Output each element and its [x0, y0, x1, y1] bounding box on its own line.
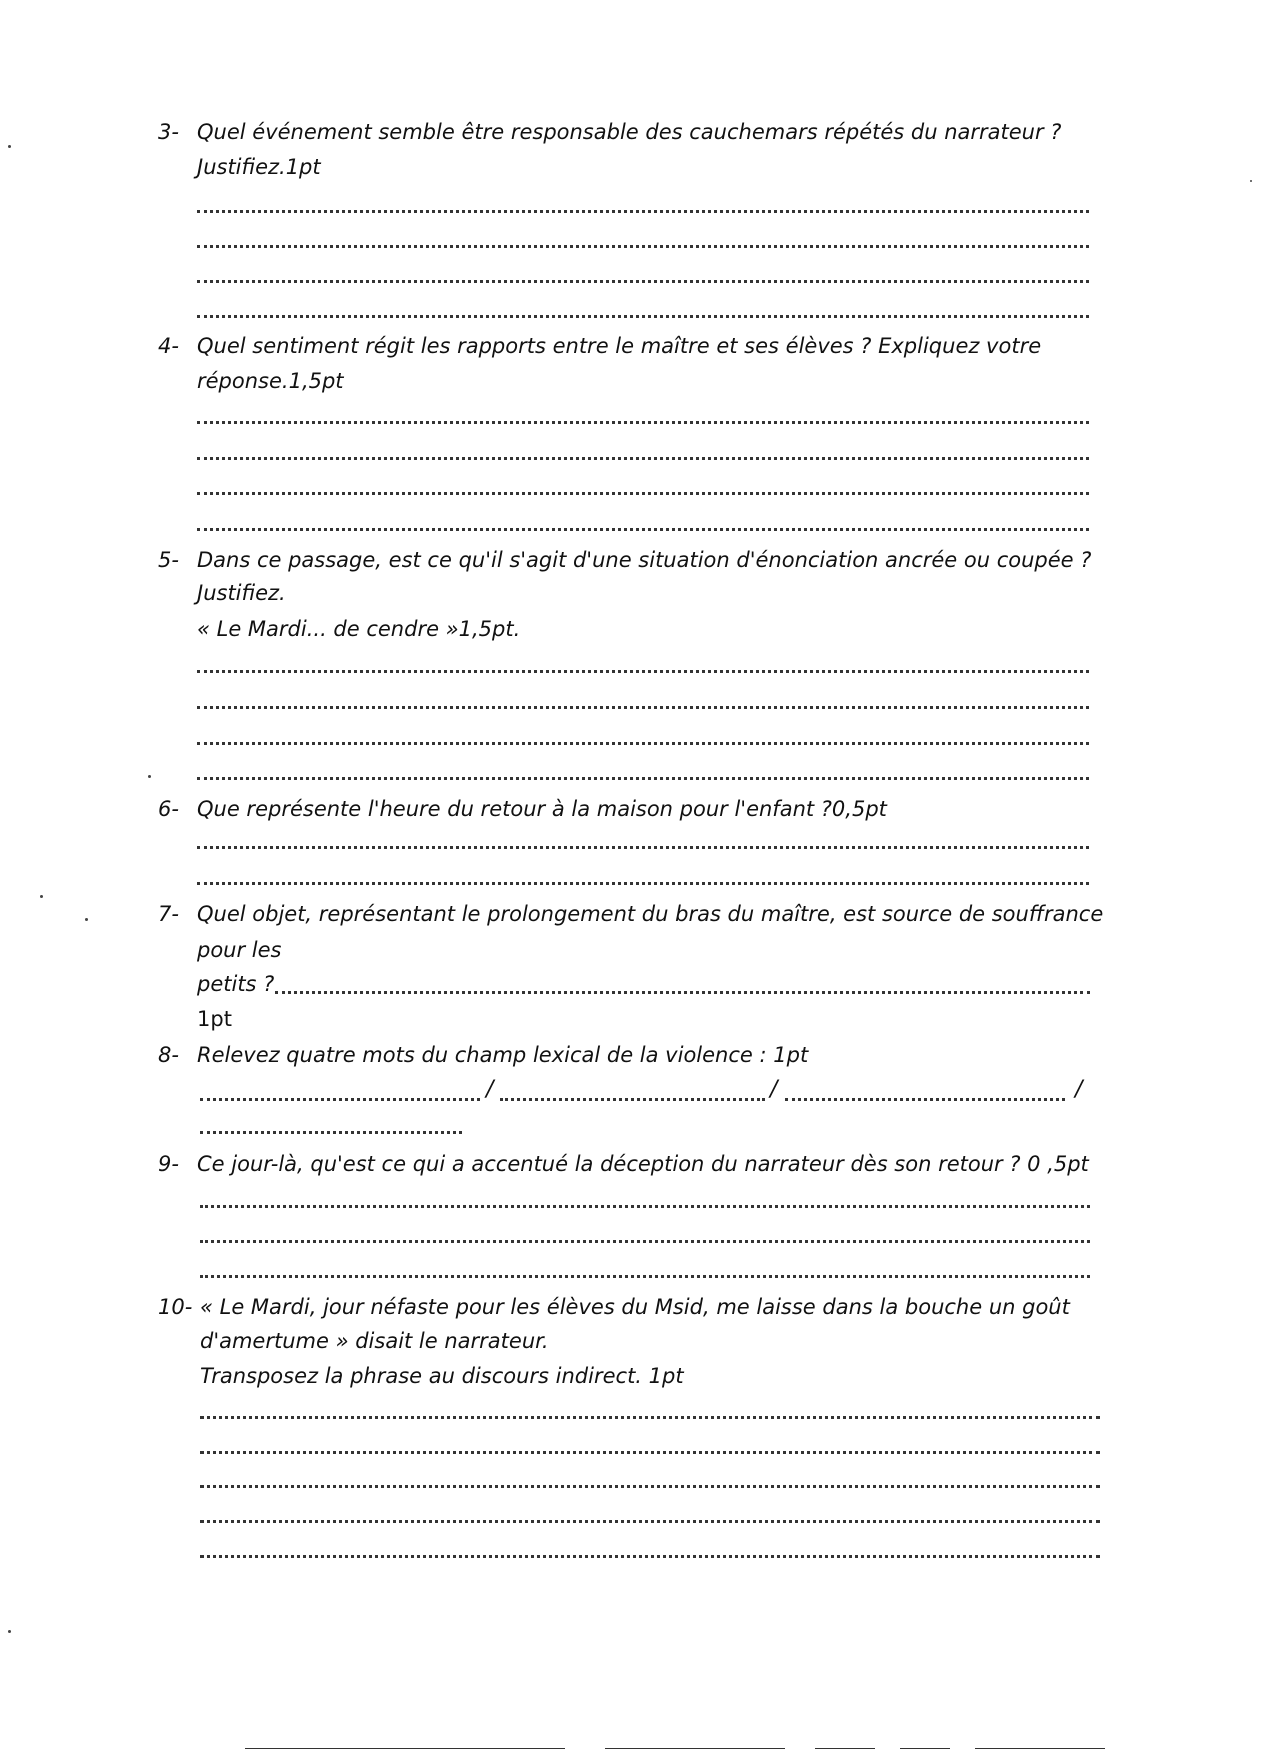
question-text: Relevez quatre mots du champ lexical de la violence : 1pt [197, 1043, 809, 1067]
question-number: 3- [158, 120, 179, 144]
answer-line[interactable] [200, 1555, 1100, 1561]
scan-line [245, 1748, 565, 1749]
question-text: réponse.1,5pt [197, 369, 344, 393]
answer-line[interactable] [197, 280, 1089, 286]
answer-blank[interactable] [785, 1098, 1065, 1104]
question-text: Quel sentiment régit les rapports entre le maître et ses élèves ? Expliquez votre [197, 334, 1042, 358]
question-text: Justifiez. [197, 581, 286, 605]
answer-line[interactable] [197, 492, 1089, 498]
answer-line[interactable] [197, 421, 1089, 427]
scan-speck [1250, 180, 1252, 182]
scan-line [900, 1748, 950, 1749]
scan-speck [8, 1630, 11, 1633]
answer-blank[interactable] [200, 1098, 480, 1104]
question-text: Que représente l'heure du retour à la maison pour l'enfant ?0,5pt [197, 797, 887, 821]
answer-line[interactable] [275, 991, 1090, 997]
answer-line[interactable] [197, 706, 1089, 712]
scan-speck [8, 145, 11, 148]
question-number: 7- [158, 902, 179, 926]
answer-blank[interactable] [500, 1098, 765, 1104]
question-text: Ce jour-là, qu'est ce qui a accentué la déception du narrateur dès son retour ? 0 ,5pt [197, 1152, 1089, 1176]
question-text: pour les [197, 938, 282, 962]
question-number: 8- [158, 1043, 179, 1067]
answer-line[interactable] [197, 670, 1089, 676]
separator: / [486, 1077, 494, 1102]
answer-line[interactable] [197, 777, 1089, 783]
answer-line[interactable] [197, 528, 1089, 534]
scan-speck [40, 895, 43, 898]
scan-speck [148, 775, 151, 778]
answer-line[interactable] [197, 210, 1089, 216]
answer-line[interactable] [200, 1416, 1100, 1422]
question-number: 4- [158, 334, 179, 358]
answer-line[interactable] [200, 1205, 1090, 1211]
question-text: Dans ce passage, est ce qu'il s'agit d'une situation d'énonciation ancrée ou coupée ? [197, 548, 1092, 572]
question-text: Quel objet, représentant le prolongement du bras du maître, est source de souffrance [197, 902, 1104, 926]
answer-line[interactable] [200, 1275, 1090, 1281]
question-number: 6- [158, 797, 179, 821]
question-text: « Le Mardi... de cendre »1,5pt. [197, 617, 521, 641]
scan-line [815, 1748, 875, 1749]
question-number: 10- [158, 1295, 193, 1319]
answer-line[interactable] [197, 245, 1089, 251]
answer-line[interactable] [197, 742, 1089, 748]
question-number: 9- [158, 1152, 179, 1176]
answer-line[interactable] [197, 315, 1089, 321]
question-text: Justifiez.1pt [197, 155, 321, 179]
answer-line[interactable] [200, 1451, 1100, 1457]
question-text: « Le Mardi, jour néfaste pour les élèves du Msid, me laisse dans la bouche un goût [200, 1295, 1070, 1319]
scan-line [975, 1748, 1105, 1749]
separator: / [1075, 1077, 1083, 1102]
question-number: 5- [158, 548, 179, 572]
question-text: petits ? [197, 972, 275, 996]
answer-line[interactable] [200, 1240, 1090, 1246]
separator: / [770, 1077, 778, 1102]
answer-line[interactable] [197, 846, 1089, 852]
answer-line[interactable] [200, 1520, 1100, 1526]
answer-line[interactable] [197, 882, 1089, 888]
scan-speck [85, 918, 88, 921]
answer-line[interactable] [197, 457, 1089, 463]
answer-blank[interactable] [200, 1131, 462, 1137]
question-points: 1pt [197, 1007, 232, 1031]
answer-line[interactable] [200, 1485, 1100, 1491]
scan-line [605, 1748, 785, 1749]
question-text: d'amertume » disait le narrateur. [200, 1329, 549, 1353]
question-text: Quel événement semble être responsable des cauchemars répétés du narrateur ? [197, 120, 1062, 144]
question-text: Transposez la phrase au discours indirect. 1pt [200, 1364, 684, 1388]
